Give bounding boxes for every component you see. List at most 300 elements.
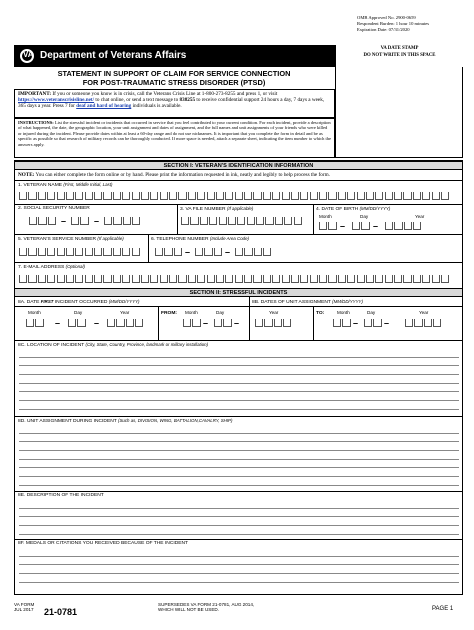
writing-line[interactable] (19, 565, 459, 574)
char-cell[interactable] (57, 275, 65, 283)
char-cell[interactable] (265, 217, 273, 225)
char-cell[interactable] (338, 275, 346, 283)
divider (15, 180, 462, 181)
f8a-rest: INCIDENT OCCURRED (54, 300, 108, 305)
date-dash: – (55, 318, 61, 328)
char-cell[interactable] (104, 217, 112, 225)
dob-month-cells[interactable] (319, 222, 338, 230)
phone-dash: – (225, 247, 231, 257)
char-cell[interactable] (319, 275, 327, 283)
phone-dash: – (185, 247, 191, 257)
char-cell[interactable] (188, 275, 196, 283)
unit-assignment-label (18, 418, 232, 425)
incident-year-label: Year (120, 310, 130, 315)
char-cell[interactable] (263, 192, 271, 200)
char-cell[interactable] (422, 275, 430, 283)
char-cell[interactable] (283, 319, 291, 327)
writing-line[interactable] (19, 442, 459, 451)
va-logo-icon: VA (20, 49, 34, 63)
char-cell[interactable] (57, 192, 65, 200)
char-cell[interactable] (247, 217, 255, 225)
to-year-label: Year (419, 310, 429, 315)
char-cell[interactable] (403, 275, 411, 283)
char-cell[interactable] (216, 275, 224, 283)
veteran-name-cells[interactable] (19, 192, 450, 200)
divider (15, 234, 462, 235)
divider (158, 306, 159, 340)
char-cell[interactable] (103, 248, 111, 256)
char-cell[interactable] (122, 192, 130, 200)
char-cell[interactable] (275, 217, 283, 225)
char-cell[interactable] (122, 275, 130, 283)
char-cell[interactable] (223, 319, 231, 327)
char-cell[interactable] (294, 217, 302, 225)
char-cell[interactable] (164, 248, 172, 256)
char-cell[interactable] (413, 192, 421, 200)
char-cell[interactable] (319, 192, 327, 200)
char-cell[interactable] (385, 222, 393, 230)
f6-hint: (Include Area Code) (209, 236, 250, 241)
char-cell[interactable] (150, 192, 158, 200)
char-cell[interactable] (188, 192, 196, 200)
char-cell[interactable] (424, 319, 432, 327)
char-cell[interactable] (75, 275, 83, 283)
f5-label: 5. VETERAN'S SERVICE NUMBER (18, 237, 97, 242)
char-cell[interactable] (116, 319, 124, 327)
va-file-label (180, 206, 253, 213)
char-cell[interactable] (197, 275, 205, 283)
char-cell[interactable] (178, 275, 186, 283)
department-name: Department of Veterans Affairs (40, 50, 187, 61)
dob-year-cells[interactable] (385, 222, 423, 230)
char-cell[interactable] (441, 192, 449, 200)
char-cell[interactable] (300, 275, 308, 283)
email-cells[interactable] (19, 275, 450, 283)
note-label: NOTE: (18, 172, 35, 178)
char-cell[interactable] (38, 217, 46, 225)
to-day-label: Day (367, 310, 376, 315)
char-cell[interactable] (47, 275, 55, 283)
section-1-note (18, 172, 330, 178)
f7-hint: (Optional) (65, 264, 85, 269)
char-cell[interactable] (38, 275, 46, 283)
char-cell[interactable] (433, 319, 441, 327)
char-cell[interactable] (441, 275, 449, 283)
writing-line[interactable] (19, 451, 459, 460)
writing-line[interactable] (19, 366, 459, 375)
ssn-cells-c[interactable] (104, 217, 142, 225)
char-cell[interactable] (38, 192, 46, 200)
description-lines[interactable] (19, 500, 459, 535)
char-cell[interactable] (48, 217, 56, 225)
incident-month-label: Month (28, 310, 41, 315)
crisis-line-link[interactable]: https://www.veteranscrisisline.net/ (18, 97, 95, 104)
char-cell[interactable] (200, 217, 208, 225)
char-cell[interactable] (214, 319, 222, 327)
writing-line[interactable] (19, 392, 459, 401)
char-cell[interactable] (66, 275, 74, 283)
writing-line[interactable] (19, 509, 459, 518)
incident-month-cells[interactable] (26, 319, 45, 327)
char-cell[interactable] (85, 275, 93, 283)
incident-year-cells[interactable] (107, 319, 145, 327)
char-cell[interactable] (135, 319, 143, 327)
date-dash: – (234, 318, 240, 328)
char-cell[interactable] (328, 275, 336, 283)
char-cell[interactable] (190, 217, 198, 225)
char-cell[interactable] (68, 319, 76, 327)
char-cell[interactable] (216, 192, 224, 200)
f8a-first: FIRST (40, 299, 54, 304)
f8c-hint: (City, State, Country, Province, landmark or military installation) (85, 342, 209, 347)
omb-burden: Respondent Burden: 1 hour 10 minutes (357, 21, 430, 27)
f3-hint: (If applicable) (226, 206, 254, 211)
location-lines[interactable] (19, 349, 459, 410)
char-cell[interactable] (123, 217, 131, 225)
writing-line[interactable] (19, 349, 459, 358)
char-cell[interactable] (141, 275, 149, 283)
dob-dash: – (373, 221, 379, 231)
char-cell[interactable] (160, 275, 168, 283)
char-cell[interactable] (237, 217, 245, 225)
char-cell[interactable] (413, 275, 421, 283)
char-cell[interactable] (264, 319, 272, 327)
char-cell[interactable] (19, 248, 27, 256)
char-cell[interactable] (169, 275, 177, 283)
instructions-text: List the stressful incident or incidents that occurred in service that you feel contributed to your current condition. For each incident, provide a description of what happened, the date, the geographic location, your unit assignment and dates of assignment, and the full names and unit assignments of your friends who were killed or injured during the incident. Please provide dates within at least a 60-day range and do not use nicknames. It is important that you complete the form in detail and be as specific as possible so that research of military records can be thoroughly conducted. If more space is needed, attach a separate sheet, indicating the item number to which the answers apply. (18, 120, 332, 147)
char-cell[interactable] (35, 319, 43, 327)
incident-day-cells[interactable] (68, 319, 87, 327)
divider (15, 416, 462, 417)
section-2-header: SECTION II: STRESSFUL INCIDENTS (15, 288, 462, 297)
char-cell[interactable] (77, 319, 85, 327)
ssn-cells-b[interactable] (71, 217, 90, 225)
char-cell[interactable] (19, 192, 27, 200)
char-cell[interactable] (38, 248, 46, 256)
char-cell[interactable] (66, 248, 74, 256)
writing-line[interactable] (19, 425, 459, 434)
f8b-label: 8B. DATES OF UNIT ASSIGNMENT (252, 300, 331, 305)
char-cell[interactable] (28, 192, 36, 200)
char-cell[interactable] (413, 222, 421, 230)
char-cell[interactable] (75, 248, 83, 256)
char-cell[interactable] (113, 275, 121, 283)
char-cell[interactable] (85, 192, 93, 200)
title-line-1: STATEMENT IN SUPPORT OF CLAIM FOR SERVICE CONNECTION (57, 69, 291, 78)
char-cell[interactable] (244, 275, 252, 283)
char-cell[interactable] (385, 275, 393, 283)
from-day-label: Day (216, 310, 225, 315)
char-cell[interactable] (310, 275, 318, 283)
important-text-3: to receive confidential support 24 hours a day, 7 days a week, 365 days a year. Press 7 for (18, 97, 325, 110)
char-cell[interactable] (414, 319, 422, 327)
service-number-cells[interactable] (19, 248, 141, 256)
char-cell[interactable] (94, 248, 102, 256)
char-cell[interactable] (366, 192, 374, 200)
char-cell[interactable] (291, 192, 299, 200)
char-cell[interactable] (126, 319, 134, 327)
char-cell[interactable] (244, 192, 252, 200)
writing-line[interactable] (19, 358, 459, 367)
char-cell[interactable] (214, 248, 222, 256)
char-cell[interactable] (197, 192, 205, 200)
char-cell[interactable] (28, 275, 36, 283)
char-cell[interactable] (71, 217, 79, 225)
char-cell[interactable] (385, 192, 393, 200)
char-cell[interactable] (132, 275, 140, 283)
medals-lines[interactable] (19, 548, 459, 583)
writing-line[interactable] (19, 401, 459, 410)
important-label: IMPORTANT: (18, 91, 52, 97)
char-cell[interactable] (366, 275, 374, 283)
veteran-name-label (18, 182, 112, 189)
char-cell[interactable] (404, 222, 412, 230)
char-cell[interactable] (357, 192, 365, 200)
char-cell[interactable] (26, 319, 34, 327)
char-cell[interactable] (150, 275, 158, 283)
writing-line[interactable] (19, 477, 459, 486)
char-cell[interactable] (80, 217, 88, 225)
char-cell[interactable] (85, 248, 93, 256)
instructions-block (14, 118, 335, 158)
writing-line[interactable] (19, 468, 459, 477)
char-cell[interactable] (103, 275, 111, 283)
dob-dash: – (340, 221, 346, 231)
char-cell[interactable] (422, 192, 430, 200)
char-cell[interactable] (394, 275, 402, 283)
char-cell[interactable] (103, 192, 111, 200)
divider (313, 306, 314, 340)
char-cell[interactable] (272, 275, 280, 283)
char-cell[interactable] (375, 192, 383, 200)
char-cell[interactable] (228, 217, 236, 225)
date-dash: – (353, 318, 359, 328)
omb-number: OMB Approved No. 2900-0659 (357, 15, 416, 20)
char-cell[interactable] (244, 248, 252, 256)
char-cell[interactable] (255, 319, 263, 327)
f1-label: 1. VETERAN NAME (18, 183, 63, 188)
phone-area-cells[interactable] (155, 248, 183, 256)
char-cell[interactable] (300, 192, 308, 200)
char-cell[interactable] (207, 275, 215, 283)
char-cell[interactable] (235, 248, 243, 256)
from-day-cells[interactable] (214, 319, 233, 327)
to-year-cells[interactable] (405, 319, 443, 327)
char-cell[interactable] (178, 192, 186, 200)
char-cell[interactable] (195, 248, 203, 256)
char-cell[interactable] (132, 248, 140, 256)
char-cell[interactable] (174, 248, 182, 256)
char-cell[interactable] (225, 275, 233, 283)
char-cell[interactable] (338, 192, 346, 200)
char-cell[interactable] (94, 275, 102, 283)
writing-line[interactable] (19, 548, 459, 557)
char-cell[interactable] (107, 319, 115, 327)
va-date-stamp-area (335, 45, 463, 67)
char-cell[interactable] (403, 192, 411, 200)
char-cell[interactable] (132, 217, 140, 225)
ssn-label: 2. SOCIAL SECURITY NUMBER (18, 206, 90, 211)
ssn-dash: – (61, 216, 67, 226)
stamp-note: DO NOT WRITE IN THIS SPACE (363, 52, 436, 58)
char-cell[interactable] (328, 222, 336, 230)
char-cell[interactable] (291, 275, 299, 283)
omb-block (357, 15, 429, 34)
supersedes-line-1: SUPERSEDES VA FORM 21-0781, AUG 2014, (158, 602, 255, 607)
deaf-hearing-link[interactable]: deaf and hard of hearing (76, 103, 132, 110)
char-cell[interactable] (310, 192, 318, 200)
writing-line[interactable] (19, 500, 459, 509)
char-cell[interactable] (357, 275, 365, 283)
char-cell[interactable] (113, 192, 121, 200)
unit-assignment-lines[interactable] (19, 425, 459, 486)
form-title (14, 69, 334, 87)
char-cell[interactable] (432, 275, 440, 283)
char-cell[interactable] (432, 192, 440, 200)
dob-day-label: Day (360, 214, 369, 219)
char-cell[interactable] (333, 319, 341, 327)
char-cell[interactable] (405, 319, 413, 327)
char-cell[interactable] (132, 192, 140, 200)
char-cell[interactable] (253, 275, 261, 283)
supersedes-line-2: WHICH WILL NOT BE USED. (158, 607, 220, 613)
incident-day-label: Day (74, 310, 83, 315)
f1-hint: (First, Middle Initial, Last) (63, 182, 113, 187)
char-cell[interactable] (207, 192, 215, 200)
text-number: 838255 (179, 97, 196, 104)
char-cell[interactable] (204, 248, 212, 256)
char-cell[interactable] (347, 192, 355, 200)
important-text-2: to chat online, or send a text message to (95, 97, 179, 104)
char-cell[interactable] (394, 192, 402, 200)
char-cell[interactable] (183, 319, 191, 327)
form-number: 21-0781 (44, 607, 78, 617)
char-cell[interactable] (235, 275, 243, 283)
char-cell[interactable] (272, 192, 280, 200)
char-cell[interactable] (66, 192, 74, 200)
dob-day-cells[interactable] (352, 222, 371, 230)
title-line-2: FOR POST-TRAUMATIC STRESS DISORDER (PTSD) (82, 78, 266, 87)
writing-line[interactable] (19, 384, 459, 393)
char-cell[interactable] (263, 275, 271, 283)
divider (15, 539, 462, 540)
writing-line[interactable] (19, 557, 459, 566)
char-cell[interactable] (342, 319, 350, 327)
from-month-cells[interactable] (183, 319, 202, 327)
date-dash: – (384, 318, 390, 328)
divider (15, 340, 462, 341)
f8d-hint: (Such as, DIVISION, WING, BATTALION,CAVALRY, SHIP) (118, 418, 233, 423)
char-cell[interactable] (47, 192, 55, 200)
char-cell[interactable] (394, 222, 402, 230)
date-dash: – (94, 318, 100, 328)
writing-line[interactable] (19, 574, 459, 583)
divider (177, 204, 178, 234)
char-cell[interactable] (282, 192, 290, 200)
char-cell[interactable] (113, 217, 121, 225)
divider (15, 262, 462, 263)
char-cell[interactable] (192, 319, 200, 327)
f8a-hint: (MM/DD/YYYY) (108, 299, 140, 304)
char-cell[interactable] (155, 248, 163, 256)
char-cell[interactable] (19, 275, 27, 283)
first-incident-date-label (18, 299, 140, 306)
char-cell[interactable] (254, 248, 262, 256)
from-year-label: Year (269, 310, 279, 315)
char-cell[interactable] (319, 222, 327, 230)
to-label: TO: (316, 311, 325, 316)
to-month-cells[interactable] (333, 319, 352, 327)
char-cell[interactable] (373, 319, 381, 327)
char-cell[interactable] (225, 192, 233, 200)
char-cell[interactable] (169, 192, 177, 200)
char-cell[interactable] (75, 192, 83, 200)
char-cell[interactable] (141, 192, 149, 200)
to-month-label: Month (337, 310, 350, 315)
from-label: FROM: (161, 311, 178, 316)
char-cell[interactable] (122, 248, 130, 256)
char-cell[interactable] (209, 217, 217, 225)
writing-line[interactable] (19, 375, 459, 384)
char-cell[interactable] (361, 222, 369, 230)
to-day-cells[interactable] (364, 319, 383, 327)
f8a-label: 8A. DATE (18, 300, 40, 305)
char-cell[interactable] (47, 248, 55, 256)
char-cell[interactable] (364, 319, 372, 327)
ssn-cells-a[interactable] (29, 217, 57, 225)
form-date: JUL 2017 (14, 607, 34, 613)
writing-line[interactable] (19, 517, 459, 526)
page-number: PAGE 1 (432, 606, 454, 612)
va-file-cells[interactable] (181, 217, 303, 225)
char-cell[interactable] (57, 248, 65, 256)
char-cell[interactable] (274, 319, 282, 327)
char-cell[interactable] (328, 192, 336, 200)
char-cell[interactable] (375, 275, 383, 283)
char-cell[interactable] (219, 217, 227, 225)
phone-line-cells[interactable] (235, 248, 273, 256)
char-cell[interactable] (253, 192, 261, 200)
char-cell[interactable] (181, 217, 189, 225)
writing-line[interactable] (19, 460, 459, 469)
char-cell[interactable] (28, 248, 36, 256)
writing-line[interactable] (19, 526, 459, 535)
date-dash: – (203, 318, 209, 328)
service-number-label (18, 236, 124, 243)
description-label: 8E. DESCRIPTION OF THE INCIDENT (18, 493, 104, 498)
char-cell[interactable] (256, 217, 264, 225)
email-label (18, 264, 85, 271)
char-cell[interactable] (284, 217, 292, 225)
char-cell[interactable] (235, 192, 243, 200)
char-cell[interactable] (160, 192, 168, 200)
char-cell[interactable] (94, 192, 102, 200)
f4-hint: (MM/DD/YYYY) (359, 206, 391, 211)
char-cell[interactable] (113, 248, 121, 256)
divider (15, 491, 462, 492)
char-cell[interactable] (263, 248, 271, 256)
char-cell[interactable] (282, 275, 290, 283)
phone-prefix-cells[interactable] (195, 248, 223, 256)
f4-label: 4. DATE OF BIRTH (316, 207, 359, 212)
f3-label: 3. VA FILE NUMBER (180, 207, 226, 212)
writing-line[interactable] (19, 434, 459, 443)
char-cell[interactable] (29, 217, 37, 225)
char-cell[interactable] (352, 222, 360, 230)
from-year-cells[interactable] (255, 319, 293, 327)
char-cell[interactable] (347, 275, 355, 283)
divider (313, 204, 314, 234)
